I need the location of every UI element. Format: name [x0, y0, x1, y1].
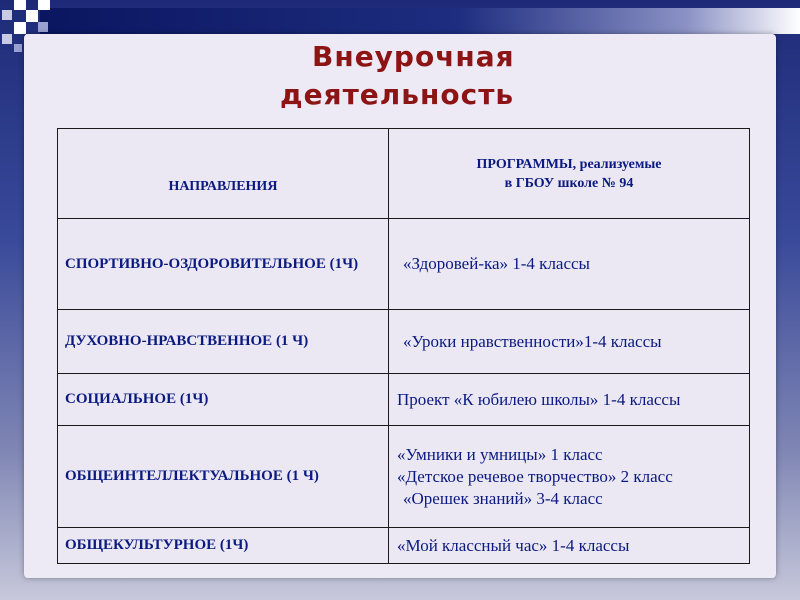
programs-cell — [389, 219, 750, 310]
program-item: Проект «К юбилею школы» 1-4 классы — [397, 389, 681, 409]
activities-table — [57, 128, 750, 564]
program-item: «Мой классный час» 1-4 классы — [397, 535, 630, 555]
program-item: «Уроки нравственности»1-4 классы — [403, 331, 662, 351]
direction-cell: СПОРТИВНО-ОЗДОРОВИТЕЛЬНОЕ (1Ч) — [58, 219, 389, 310]
program-item: «Орешек знаний» 3-4 класс — [403, 488, 603, 508]
table-row — [58, 528, 750, 564]
table-row — [58, 426, 750, 528]
table-row — [58, 219, 750, 310]
top-decor-bar — [40, 8, 800, 34]
table-row — [58, 310, 750, 374]
title-line-1: Внеурочная — [312, 40, 515, 73]
direction-cell: ОБЩЕИНТЕЛЛЕКТУАЛЬНОЕ (1 Ч) — [58, 426, 389, 528]
table-header-row — [58, 129, 750, 219]
table-row — [58, 374, 750, 426]
programs-cell — [389, 528, 750, 564]
programs-cell — [389, 310, 750, 374]
header-programs — [389, 129, 750, 219]
program-item: «Здоровей-ка» 1-4 классы — [403, 254, 590, 273]
direction-cell: СОЦИАЛЬНОЕ (1Ч) — [58, 374, 389, 426]
direction-cell: ОБЩЕКУЛЬТУРНОЕ (1Ч) — [58, 528, 389, 564]
title-line-2: деятельность — [280, 78, 515, 111]
header-directions: НАПРАВЛЕНИЯ — [58, 129, 389, 219]
program-item: «Умники и умницы» 1 класс — [397, 444, 603, 464]
slide-title — [0, 38, 800, 114]
programs-cell — [389, 374, 750, 426]
programs-cell — [389, 426, 750, 528]
header-programs-line-1: ПРОГРАММЫ, реализуемые — [476, 156, 662, 172]
header-programs-line-2: в ГБОУ школе № 94 — [504, 175, 634, 191]
program-item: «Детское речевое творчество» 2 класс — [397, 466, 673, 486]
direction-cell: ДУХОВНО-НРАВСТВЕННОЕ (1 Ч) — [58, 310, 389, 374]
